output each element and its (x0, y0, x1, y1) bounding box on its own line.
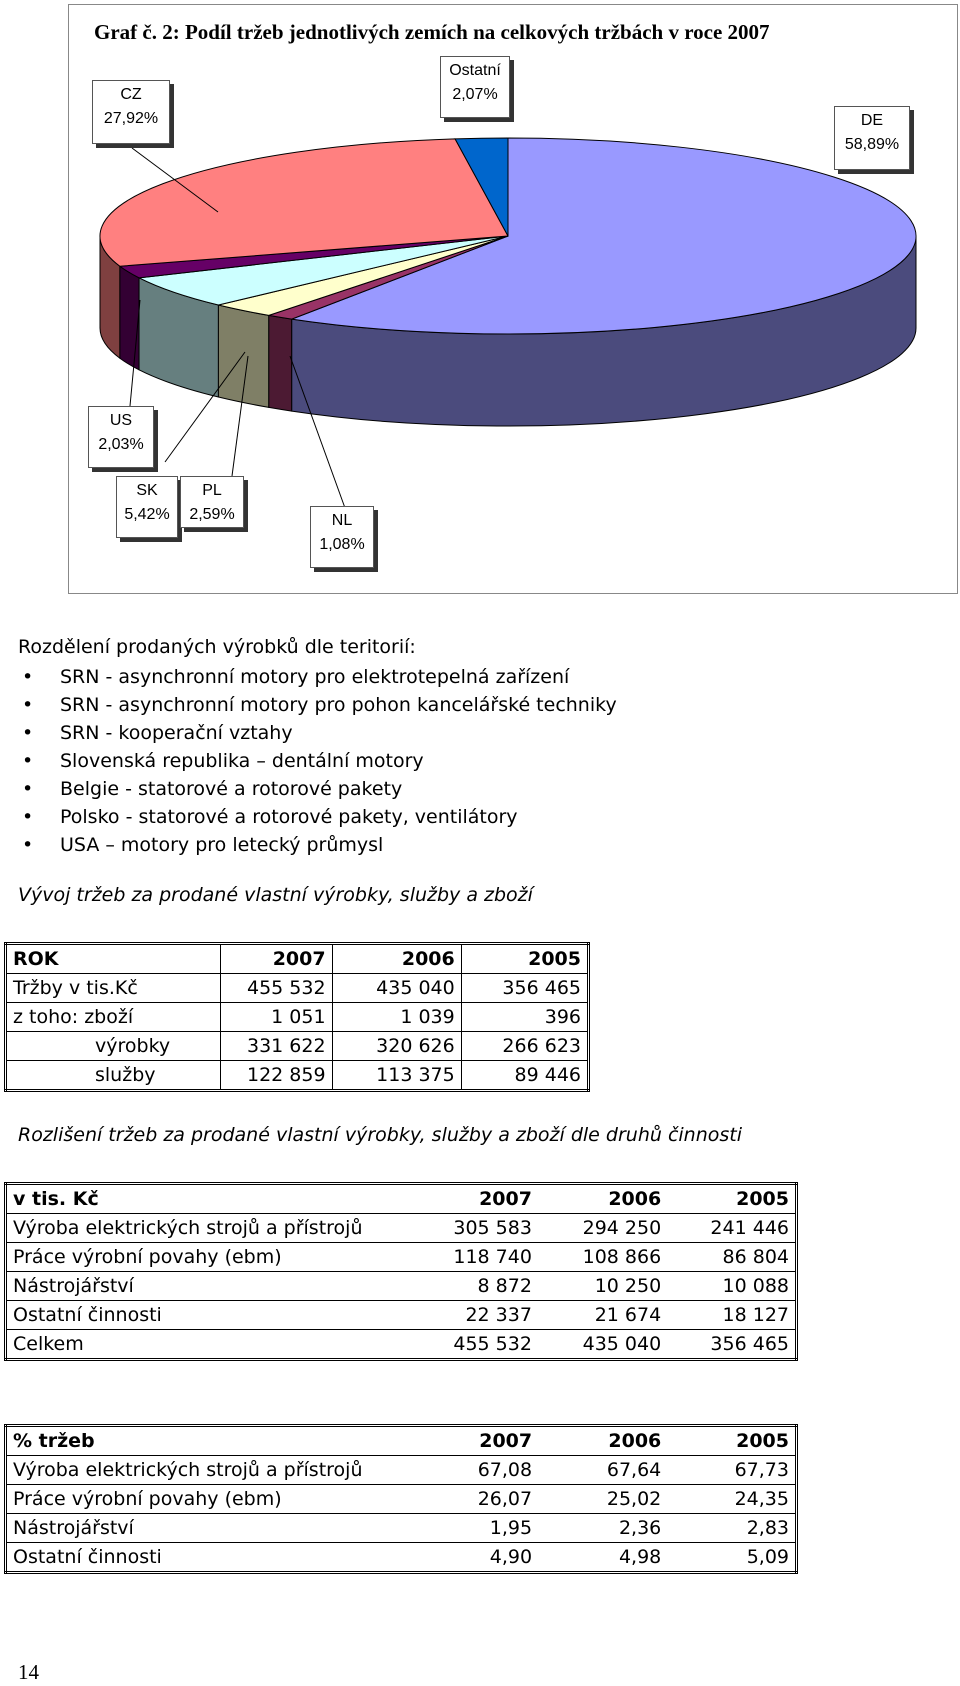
bullet-icon: • (22, 778, 34, 800)
table-cell: 4,90 (489, 1546, 533, 1568)
pie-side-us (120, 266, 139, 370)
table-cell: 22 337 (420, 1301, 537, 1330)
row-label: Práce výrobní povahy (ebm) (6, 1485, 421, 1514)
table-cell: 455 532 (453, 1333, 532, 1355)
bullet-icon: • (22, 694, 34, 716)
table-cell: 113 375 (332, 1061, 461, 1091)
table-cell: 305 583 (420, 1214, 537, 1243)
activity-revenue-table (4, 1182, 798, 1361)
table-cell: 18 127 (667, 1301, 796, 1330)
list-item: • SRN - kooperační vztahy (18, 719, 617, 747)
table-cell: 2,36 (538, 1514, 667, 1543)
list-item: • SRN - asynchronní motory pro pohon kancelářské techniky (18, 691, 617, 719)
table-cell: 435 040 (582, 1333, 662, 1355)
table-header-row (6, 944, 589, 974)
table-cell: 1 039 (332, 1003, 461, 1032)
table-cell: 241 446 (667, 1214, 796, 1243)
table-cell: 356 465 (710, 1333, 789, 1355)
table-row (6, 1032, 589, 1061)
header-cell: 2007 (421, 1426, 538, 1456)
table-cell: 24,35 (667, 1485, 796, 1514)
table-cell: 5,09 (746, 1546, 789, 1568)
header-cell: 2006 (538, 1184, 667, 1214)
list-item: • Polsko - statorové a rotorové pakety, ventilátory (18, 803, 617, 831)
chart-title: Graf č. 2: Podíl tržeb jednotlivých zemích na celkových tržbách v roce 2007 (94, 20, 770, 44)
data-label-pl: PL 2,59% (180, 476, 244, 528)
data-label-cz: CZ 27,92% (92, 80, 170, 144)
row-label: Nástrojářství (6, 1514, 421, 1543)
row-label: Nástrojářství (6, 1272, 421, 1301)
row-label: Výroba elektrických strojů a přístrojů (6, 1456, 421, 1485)
table-cell: 67,08 (421, 1456, 538, 1485)
territories-heading: Rozdělení prodaných výrobků dle teritorií: (18, 636, 416, 658)
pie-side-nl (269, 315, 292, 411)
table-cell: 108 866 (538, 1243, 667, 1272)
data-label-nl: NL 1,08% (310, 506, 374, 568)
row-label: služby (6, 1061, 221, 1091)
table-cell: 294 250 (538, 1214, 667, 1243)
row-label: Výroba elektrických strojů a přístrojů (6, 1214, 421, 1243)
table-row (6, 1485, 797, 1514)
table-row (6, 1272, 797, 1301)
table-cell: 122 859 (221, 1061, 333, 1091)
table1-caption: Vývoj tržeb za prodané vlastní výrobky, služby a zboží (18, 884, 533, 906)
table-row (6, 1003, 589, 1032)
table-cell: 435 040 (332, 974, 461, 1003)
table-row (6, 1330, 797, 1360)
table-cell: 21 674 (538, 1301, 667, 1330)
table-cell: 1 051 (221, 1003, 333, 1032)
table-cell: 26,07 (421, 1485, 538, 1514)
table-cell: 10 250 (538, 1272, 667, 1301)
bullet-icon: • (22, 666, 34, 688)
bullet-icon: • (22, 806, 34, 828)
table-row (6, 974, 589, 1003)
revenue-table (4, 942, 590, 1092)
header-cell: 2005 (667, 1184, 796, 1214)
data-label-ostatni: Ostatní 2,07% (440, 56, 510, 118)
revenue-percent-table (4, 1424, 798, 1574)
header-cell: % tržeb (6, 1426, 421, 1456)
header-cell: v tis. Kč (6, 1184, 421, 1214)
table-cell: 396 (461, 1003, 588, 1032)
table-cell: 118 740 (420, 1243, 537, 1272)
bullet-icon: • (22, 722, 34, 744)
table-cell: 8 872 (420, 1272, 537, 1301)
table-cell: 331 622 (221, 1032, 333, 1061)
table-header-row (6, 1184, 797, 1214)
list-item: • SRN - asynchronní motory pro elektrotepelná zařízení (18, 663, 617, 691)
page-number: 14 (18, 1660, 39, 1684)
row-label: výrobky (6, 1032, 221, 1061)
table-cell: 89 446 (461, 1061, 588, 1091)
table-row (6, 1543, 797, 1573)
table2-caption: Rozlišení tržeb za prodané vlastní výrobky, služby a zboží dle druhů činnosti (18, 1124, 743, 1146)
row-label: Ostatní činnosti (6, 1301, 421, 1330)
table-row (6, 1456, 797, 1485)
table-cell: 4,98 (618, 1546, 662, 1568)
header-cell: 2007 (420, 1184, 537, 1214)
table-cell: 67,73 (667, 1456, 796, 1485)
header-cell: 2007 (221, 944, 333, 974)
table-row (6, 1301, 797, 1330)
territories-list (18, 663, 617, 859)
table-cell: 67,64 (538, 1456, 667, 1485)
list-item: • USA – motory pro letecký průmysl (18, 831, 617, 859)
table-header-row (6, 1426, 797, 1456)
data-label-de: DE 58,89% (834, 106, 910, 170)
list-item: • Belgie - statorové a rotorové pakety (18, 775, 617, 803)
list-item: • Slovenská republika – dentální motory (18, 747, 617, 775)
table-cell: 320 626 (332, 1032, 461, 1061)
row-label: Práce výrobní povahy (ebm) (6, 1243, 421, 1272)
row-label: Celkem (13, 1333, 84, 1355)
table-cell: 2,83 (667, 1514, 796, 1543)
row-label: Ostatní činnosti (13, 1546, 162, 1568)
table-row (6, 1214, 797, 1243)
row-label: Tržby v tis.Kč (6, 974, 221, 1003)
header-cell: 2005 (667, 1426, 796, 1456)
header-cell: 2006 (332, 944, 461, 974)
row-label: z toho: zboží (6, 1003, 221, 1032)
table-row (6, 1243, 797, 1272)
header-cell: 2006 (538, 1426, 667, 1456)
table-cell: 356 465 (461, 974, 588, 1003)
data-label-sk: SK 5,42% (116, 476, 178, 538)
table-cell: 10 088 (667, 1272, 796, 1301)
table-row (6, 1514, 797, 1543)
header-cell: 2005 (461, 944, 588, 974)
table-cell: 1,95 (421, 1514, 538, 1543)
header-cell: ROK (6, 944, 221, 974)
table-cell: 266 623 (461, 1032, 588, 1061)
table-cell: 25,02 (538, 1485, 667, 1514)
bullet-icon: • (22, 750, 34, 772)
table-cell: 455 532 (221, 974, 333, 1003)
table-cell: 86 804 (667, 1243, 796, 1272)
data-label-us: US 2,03% (88, 406, 154, 468)
table-row (6, 1061, 589, 1091)
bullet-icon: • (22, 834, 34, 856)
